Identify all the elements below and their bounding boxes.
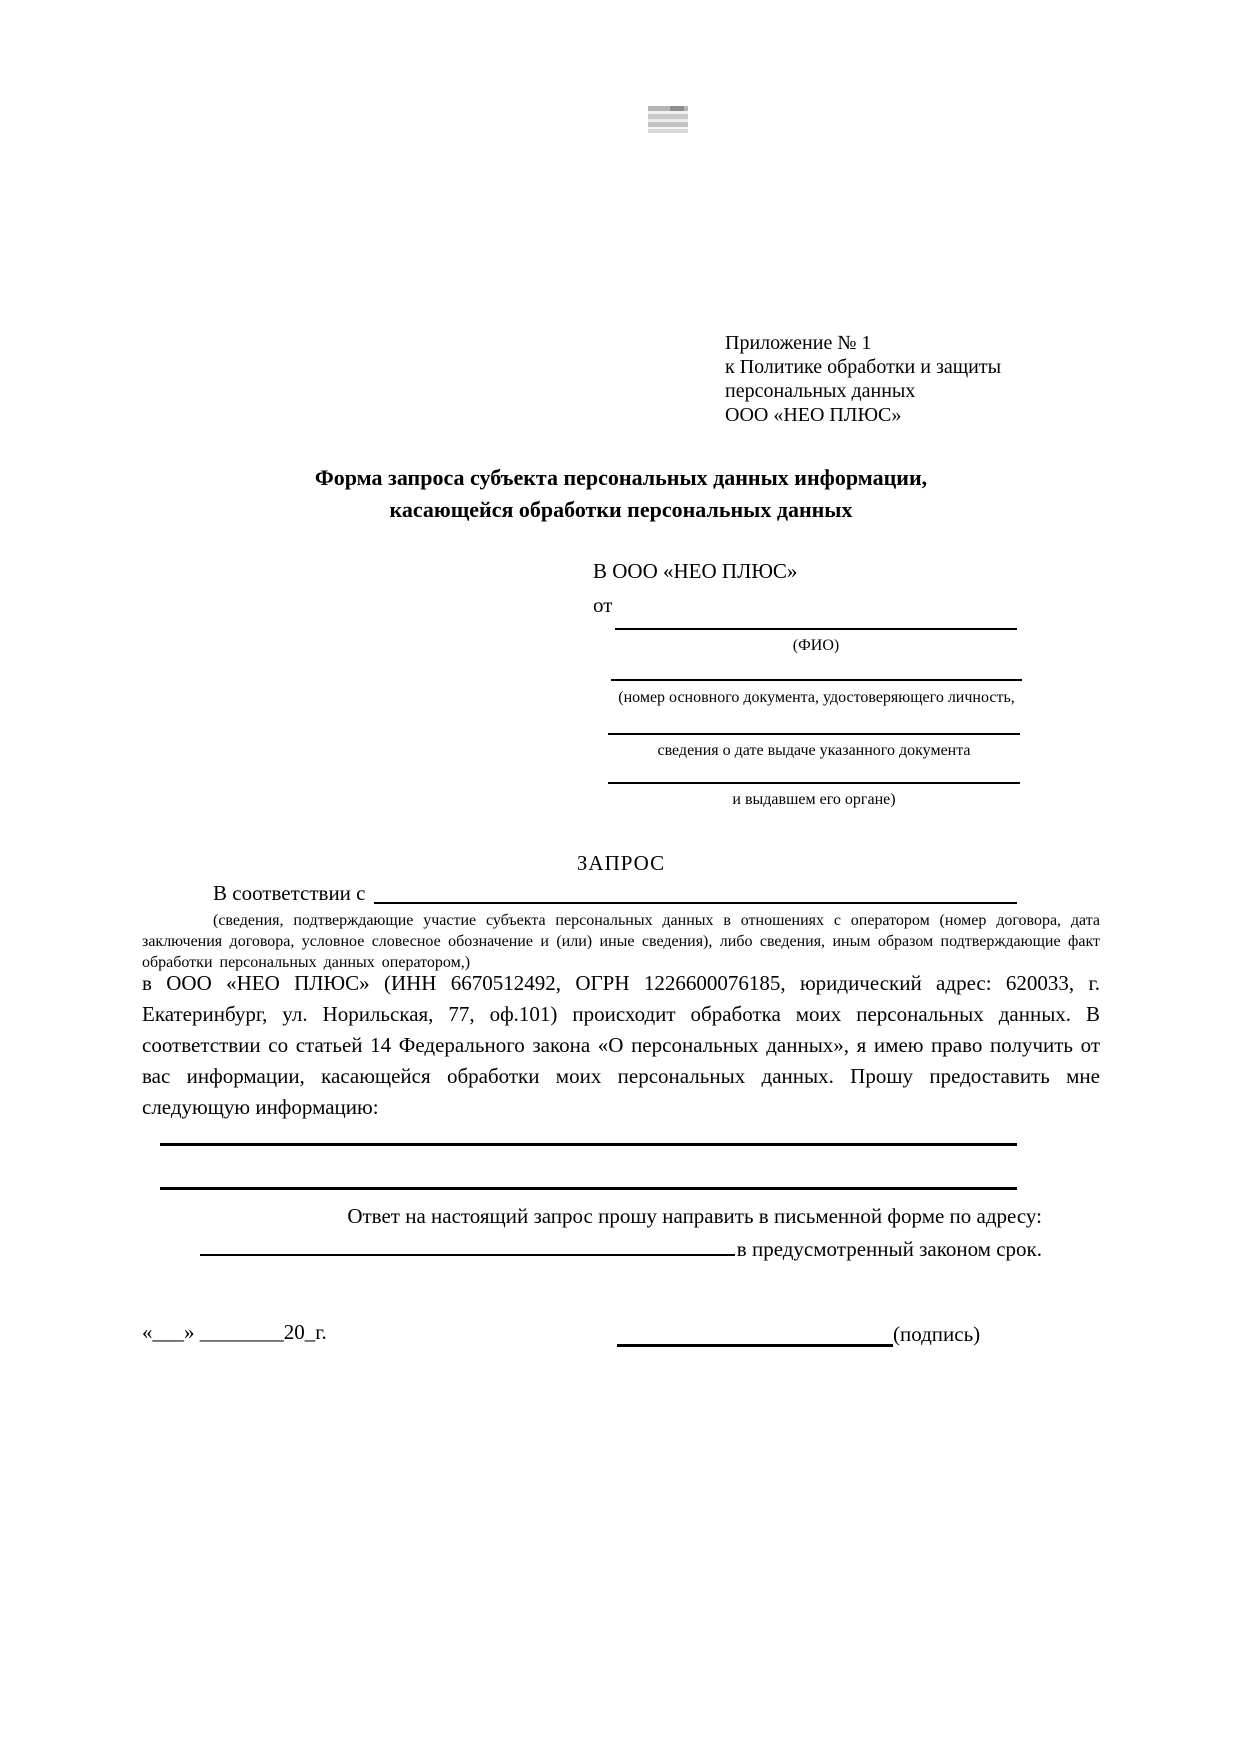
information-blank-line	[160, 1143, 1017, 1146]
issuing-authority-blank-line	[608, 782, 1020, 784]
signature-blank-line	[617, 1320, 893, 1347]
request-intro-prefix: В соответствии с	[213, 881, 366, 905]
document-header-image	[648, 106, 688, 133]
reply-request-block	[142, 1200, 1042, 1266]
issuing-authority-caption: и выдавшем его органе)	[732, 791, 896, 808]
reply-address-blank-line	[200, 1234, 735, 1256]
request-body-paragraph: в ООО «НЕО ПЛЮС» (ИНН 6670512492, ОГРН 1226600076185, юридический адрес: 620033, г. Екатеринбург, ул. Норильская, 77, оф.101) происходит обработка моих персональных данных. В соответствии со статьей 14 Федерального закона «О персональных данных», я имею право получить от вас информации, касающейся обработки моих персональных данных. Прошу предоставить мне следующую информацию:	[142, 971, 1100, 1119]
document-number-caption: (номер основного документа, удостоверяющего личность,	[618, 689, 1015, 706]
request-heading: ЗАПРОС	[576, 851, 666, 875]
issue-date-caption: сведения о дате выдаче указанного документа	[657, 742, 971, 759]
addressee-from-label: от	[593, 593, 613, 617]
fio-blank-line	[615, 628, 1017, 630]
request-intro-blank-line	[374, 880, 1018, 904]
signature-block	[617, 1320, 980, 1347]
appendix-line: Приложение № 1	[725, 332, 872, 354]
reply-request-suffix: в предусмотренный законом срок.	[736, 1237, 1042, 1261]
date-fill-line: «___» ________20_г.	[142, 1320, 327, 1344]
signature-caption: (подпись)	[893, 1322, 981, 1346]
appendix-line: персональных данных	[725, 380, 916, 402]
header-image-fragment	[670, 106, 684, 111]
document-title-line: Форма запроса субъекта персональных данных информации,	[314, 465, 928, 490]
reply-address-line	[142, 1233, 1042, 1266]
addressee-to: В ООО «НЕО ПЛЮС»	[593, 559, 798, 583]
document-title	[142, 462, 1100, 526]
appendix-line: ООО «НЕО ПЛЮС»	[725, 404, 902, 426]
appendix-line: к Политике обработки и защиты	[725, 356, 1002, 378]
document-number-blank-line	[611, 679, 1022, 681]
document-title-line: касающейся обработки персональных данных	[389, 497, 853, 522]
fio-caption: (ФИО)	[792, 637, 840, 654]
issue-date-blank-line	[608, 733, 1020, 735]
appendix-block	[725, 331, 1001, 427]
reply-request-line: Ответ на настоящий запрос прошу направить в письменной форме по адресу:	[347, 1204, 1042, 1228]
request-footnote: (сведения, подтверждающие участие субъекта персональных данных в отношениях с оператором (номер договора, дата заключения договора, условное словесное обозначение и (или) иные сведения), либо сведения, иным образом подтверждающие факт обработки персональных данных оператором,)	[142, 912, 1100, 971]
information-blank-line	[160, 1187, 1017, 1190]
request-intro-line	[213, 880, 1017, 906]
